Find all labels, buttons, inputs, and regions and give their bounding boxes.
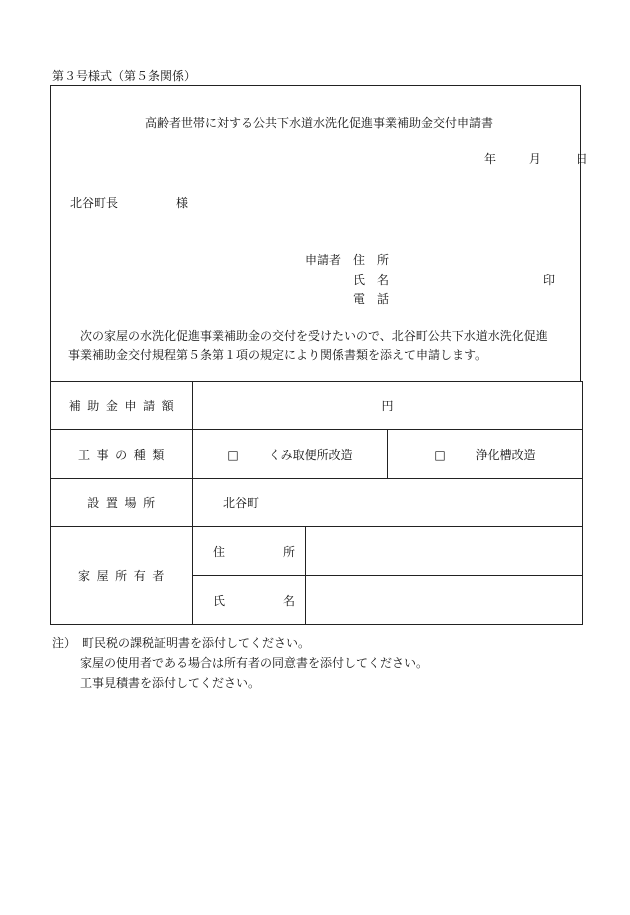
work-type-label: 工事の種類 — [51, 430, 193, 479]
owner-name-label-2: 名 — [283, 593, 296, 608]
note-line-2 — [52, 653, 428, 673]
application-details-table — [50, 381, 583, 625]
note-item: 家屋の使用者である場合は所有者の同意書を添付してください。 — [80, 656, 429, 670]
date-day-label: 日 — [575, 152, 588, 166]
owner-address-field[interactable] — [306, 527, 583, 576]
document-title: 高齢者世帯に対する公共下水道水洗化促進事業補助金交付申請書 — [145, 116, 494, 130]
amount-row — [51, 382, 583, 430]
statement-text: 次の家屋の水洗化促進事業補助金の交付を受けたいので、北谷町公共下水道水洗化促進事業補助金交付規程第５条第１項の規定により関係書類を添えて申請します。 — [68, 329, 548, 362]
notes-prefix: 注） — [52, 636, 71, 650]
note-line-3 — [52, 673, 428, 693]
work-option-1-label: くみ取便所改造 — [268, 447, 353, 462]
applicant-name-label: 氏 名 — [353, 273, 390, 287]
location-value: 北谷町 — [223, 496, 260, 510]
form-label: 第３号様式（第５条関係） — [52, 69, 197, 83]
date-month-label: 月 — [528, 152, 541, 166]
application-statement — [68, 327, 558, 365]
notes — [52, 633, 428, 693]
amount-field[interactable] — [193, 382, 583, 430]
work-option-2-checkbox[interactable]: □ — [434, 447, 446, 462]
addressee-name: 北谷町長 — [70, 196, 119, 210]
owner-name-field[interactable] — [306, 576, 583, 625]
owner-name-label — [193, 576, 306, 625]
location-label: 設置場所 — [51, 479, 193, 527]
amount-unit: 円 — [381, 399, 394, 413]
owner-address-label-1: 住 — [213, 544, 226, 559]
work-type-row — [51, 430, 583, 479]
amount-label: 補助金申請額 — [51, 382, 193, 430]
date-year-label: 年 — [484, 152, 497, 166]
work-option-1-checkbox[interactable]: □ — [227, 447, 239, 462]
owner-label: 家屋所有者 — [51, 527, 193, 625]
applicant-address-label: 住 所 — [353, 253, 390, 267]
location-field[interactable] — [193, 479, 583, 527]
seal-mark: 印 — [543, 273, 556, 287]
note-item: 町民税の課税証明書を添付してください。 — [82, 636, 311, 650]
date-row — [484, 152, 588, 166]
work-option-2-cell[interactable] — [388, 430, 583, 479]
note-line-1 — [52, 633, 428, 653]
note-item: 工事見積書を添付してください。 — [80, 676, 261, 690]
owner-name-label-1: 氏 — [213, 593, 226, 608]
owner-address-label-2: 所 — [283, 544, 296, 559]
location-row — [51, 479, 583, 527]
addressee-honorific: 様 — [176, 196, 189, 210]
work-option-1-cell[interactable] — [193, 430, 388, 479]
owner-address-label — [193, 527, 306, 576]
owner-address-row — [51, 527, 583, 576]
work-option-2-label: 浄化槽改造 — [475, 447, 536, 462]
applicant-phone-label: 電 話 — [353, 292, 390, 306]
applicant-label: 申請者 — [305, 253, 342, 267]
